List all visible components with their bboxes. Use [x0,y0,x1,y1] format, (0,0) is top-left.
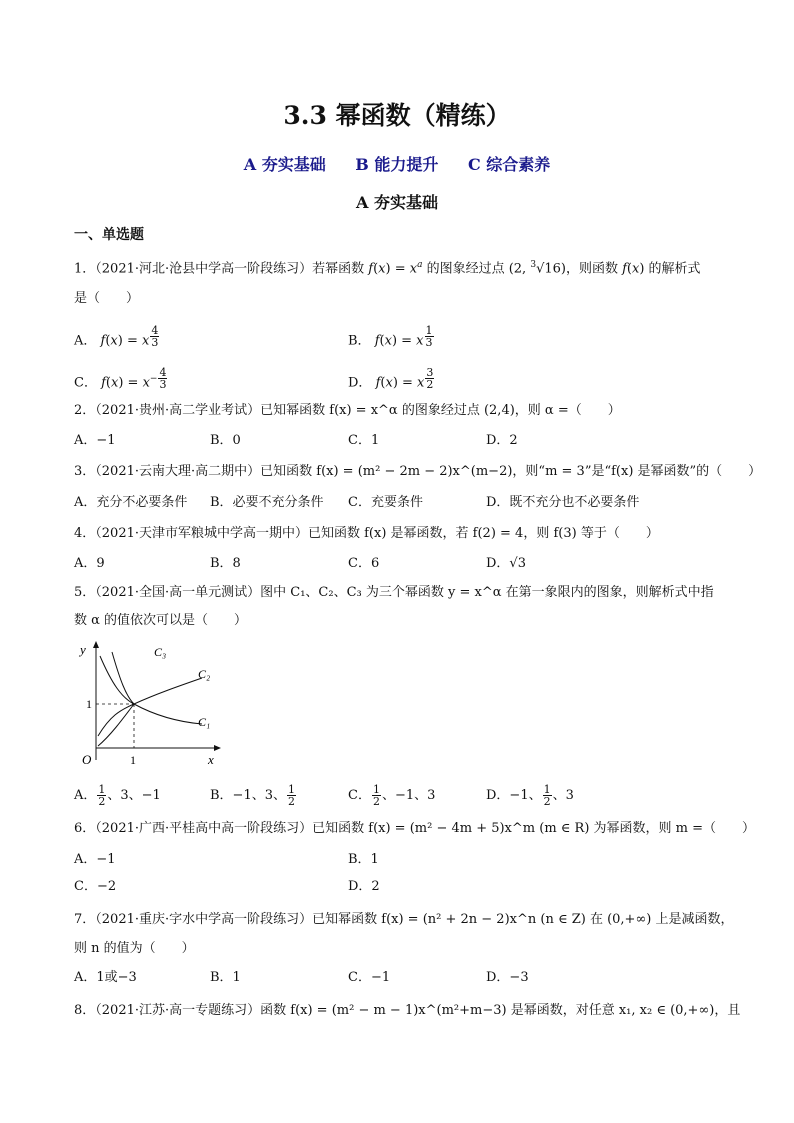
q7-option-b[interactable]: B．1 [210,970,241,985]
graph-x-label: x [208,752,214,767]
subtitle-b: B 能力提升 [355,155,439,174]
q6-option-a[interactable]: A．−1 [74,852,116,867]
section-heading: 一、单选题 [74,227,144,243]
q7-stem: 7．（2021·重庆·字水中学高一阶段练习）已知幂函数 f(x) = (n² + 2n − 2)x^n (n ∈ Z) 在 (0,+∞) 上是减函数， [74,912,734,927]
q5-option-c[interactable]: C． $\frac{1}{2}$ 、−1、3 [348,783,436,808]
q2-option-c[interactable]: C．1 [348,433,380,448]
q1-option-a[interactable]: A． f(x) = x $^{\frac{4}{3}}$ [74,324,159,349]
q2-option-d[interactable]: D．2 [486,433,518,448]
q5-option-d[interactable]: D．−1、 $\frac{1}{2}$ 、3 [486,783,574,808]
q7-option-d[interactable]: D．−3 [486,970,529,985]
q4-stem: 4．（2021·天津市军粮城中学高一期中）已知函数 f(x) 是幂函数，若 f(2) = 4，则 f(3) 等于（ ） [74,526,659,541]
subtitle-c: C 综合素养 [467,155,551,174]
q1-option-b[interactable]: B． f(x) = x $^{\frac{1}{3}}$ [348,324,433,349]
q3-stem: 3．（2021·云南大理·高二期中）已知函数 f(x) = (m² − 2m − 2)x^(m−2)，则“m = 3”是“f(x) 是幂函数”的（ ） [74,464,762,479]
q5-stem-line2: 数 α 的值依次可以是（ ） [74,613,248,628]
q2-stem: 2．（2021·贵州·高二学业考试）已知幂函数 f(x) = x^α 的图象经过点 (2,4)，则 α =（ ） [74,403,621,418]
graph-c2-label: C₂ [198,667,211,681]
q5-stem: 5．（2021·全国·高一单元测试）图中 C₁、C₂、C₃ 为三个幂函数 y = x^α 在第一象限内的图象，则解析式中指 [74,585,714,600]
q4-option-b[interactable]: B．8 [210,556,241,571]
graph-c1-label: C₁ [198,715,211,729]
q7-option-c[interactable]: C．−1 [348,970,391,985]
q1-option-c[interactable]: C． $f(x) = x^{- \frac{4}{3}}$ [74,366,167,391]
graph-one-x: 1 [130,753,136,767]
q5-option-b[interactable]: B．−1、3、 $\frac{1}{2}$ [210,783,295,808]
q1-option-d[interactable]: D． f(x) = x $^{\frac{3}{2}}$ [348,366,434,391]
q4-option-a[interactable]: A．9 [74,556,105,571]
graph-origin-label: O [82,752,92,767]
q5-option-a[interactable]: A． $\frac{1}{2}$ 、3、−1 [74,783,161,808]
q1-stem-line2: 是（ ） [74,291,140,306]
q4-option-d[interactable]: D．√3 [486,556,526,571]
q5-graph [74,640,224,770]
graph-c3-label: C₃ [154,645,167,659]
q6-option-b[interactable]: B．1 [348,852,379,867]
curve-c1 [100,656,202,724]
q3-option-a[interactable]: A．充分不必要条件 [74,495,188,510]
page-title: 3.3 幂函数（精练） [283,101,511,130]
graph-y-label: y [80,642,86,657]
q6-option-d[interactable]: D．2 [348,879,380,894]
q4-option-c[interactable]: C．6 [348,556,380,571]
q7-option-a[interactable]: A．1或−3 [74,970,137,985]
q1-stem: 1．（2021·河北·沧县中学高一阶段练习）若幂函数 $f(x) = x^a$ 的图象经过点 (2, $^3$√16)，则函数 f(x) 的解析式 [74,260,701,277]
q3-option-c[interactable]: C．充要条件 [348,495,423,510]
section-title: A 夯实基础 [356,193,438,212]
subtitle-a: A 夯实基础 [243,155,326,174]
curve-c3 [98,652,134,746]
q6-option-c[interactable]: C．−2 [74,879,117,894]
q3-option-d[interactable]: D．既不充分也不必要条件 [486,495,640,510]
curve-c2 [98,678,202,736]
q6-stem: 6．（2021·广西·平桂高中高一阶段练习）已知函数 f(x) = (m² − 4m + 5)x^m (m ∈ R) 为幂函数，则 m =（ ） [74,821,756,836]
q3-option-b[interactable]: B．必要不充分条件 [210,495,324,510]
q2-option-a[interactable]: A．−1 [74,433,116,448]
graph-one-y: 1 [86,697,92,711]
q8-stem: 8．（2021·江苏·高一专题练习）函数 f(x) = (m² − m − 1)x^(m²+m−3) 是幂函数，对任意 x₁, x₂ ∈ (0,+∞)，且 [74,1003,741,1018]
subtitle-row [0,152,794,175]
q2-option-b[interactable]: B．0 [210,433,241,448]
q7-stem-line2: 则 n 的值为（ ） [74,941,195,956]
